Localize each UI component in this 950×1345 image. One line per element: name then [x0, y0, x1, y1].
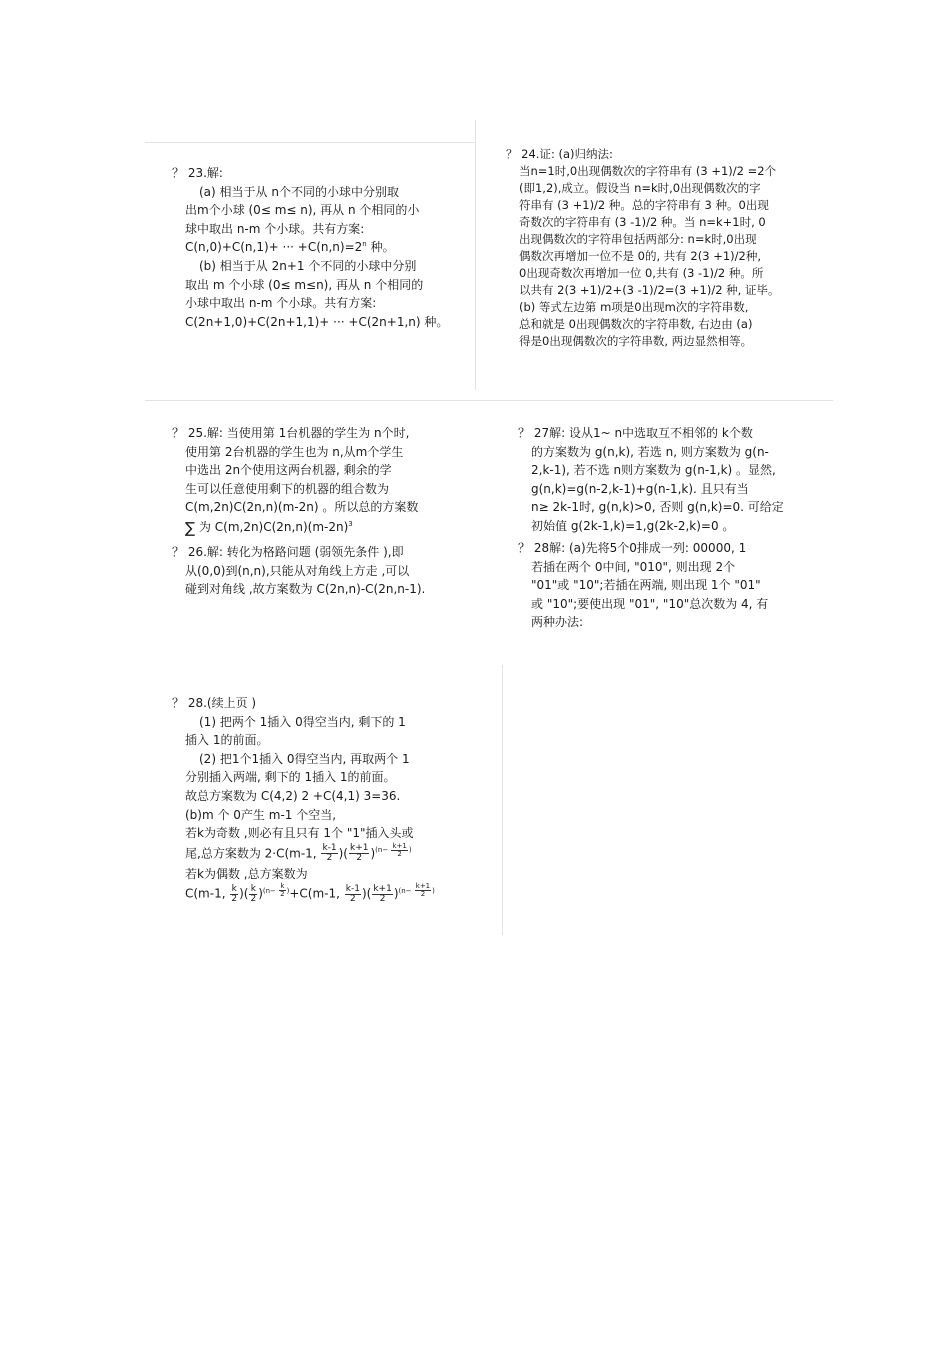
q28b-title: ？ 28.(续上页 )	[172, 696, 257, 710]
vertical-rule-top	[475, 120, 476, 390]
q24-line-7: 0出现奇数次再增加一位 0,共有 (3 -1)/2 种。所	[519, 266, 764, 280]
q28b-line-2: 插入 1的前面。	[185, 733, 269, 748]
q25-line-3: 生可以任意使用剩下的机器的组合数为	[185, 481, 390, 496]
q27-line-1: 的方案数为 g(n,k), 若选 n, 则方案数为 g(n-	[531, 444, 769, 459]
q25-line-4: C(m,2n)C(2n,n)(m-2n) 。所以总的方案数	[185, 500, 419, 515]
q23-line-1: (a) 相当于从 n个不同的小球中分别取	[199, 184, 399, 199]
q28b-line-3: (2) 把1个1插入 0得空当内, 再取两个 1	[199, 751, 410, 766]
fraction: $\frac{k+1}{2}$	[373, 883, 392, 904]
q25-line-5: ∑ 为 $C(m,2n)C(2n,n)(m-2n)^3$	[185, 518, 353, 537]
q23-line-8: C(2n+1,0)+C(2n+1,1)+ ··· +C(2n+1,n) 种。	[185, 314, 449, 329]
q28b-line-5: 故总方案数为 C(4,2) 2 +C(4,1) 3=36.	[185, 788, 401, 803]
answer-28-continued	[172, 694, 435, 907]
q28-line-1: 若插在两个 0中间, "010", 则出现 2个	[531, 559, 736, 574]
q28-line-3: 或 "10";要使出现 "01", "10"总次数为 4, 有	[531, 596, 769, 611]
fraction: $\frac{k}{2}$	[250, 883, 257, 904]
q24-line-4: 奇数次的字符串有 (3 -1)/2 种。当 n=k+1时, 0	[519, 215, 766, 229]
q24-title: ？ 24.证: (a)归纳法:	[506, 147, 613, 161]
q25-line-1: 使用第 2台机器的学生也为 n,从m个学生	[185, 444, 404, 459]
q28b-line-9: 若k为偶数 ,总方案数为	[185, 866, 308, 881]
q27-line-3: g(n,k)=g(n-2,k-1)+g(n-1,k). 且只有当	[531, 481, 749, 496]
q23-line-7: 小球中取出 n-m 个小球。共有方案:	[185, 296, 377, 311]
q23-title: ？ 23.解:	[172, 166, 223, 180]
top-rule-left	[145, 142, 475, 143]
answer-23	[172, 164, 448, 331]
q24-line-9: (b) 等式左边第 m项是0出现m次的字符串数,	[519, 300, 749, 314]
q24-line-3: 符串有 (3 +1)/2 种。总的字符串有 3 种。0出现	[519, 198, 769, 212]
q28-title: ？ 28解: (a)先将5个0排成一列: 00000, 1	[518, 541, 747, 555]
answer-28	[518, 539, 768, 632]
q28-line-2: "01"或 "10";若插在两端, 则出现 1个 "01"	[531, 578, 761, 593]
q26-title: ？ 26.解: 转化为格路问题 (弱领先条件 ),即	[172, 545, 404, 559]
q28b-line-6: (b)m 个 0产生 m-1 个空当,	[185, 807, 337, 822]
q23-line-3: 球中取出 n-m 个小球。共有方案:	[185, 221, 365, 236]
q28b-line-7: 若k为奇数 ,则必有且只有 1个 "1"插入头或	[185, 826, 414, 841]
q27-title: ？ 27解: 设从1~ n中选取互不相邻的 k个数	[518, 426, 753, 440]
q27-line-4: n≥ 2k-1时, g(n,k)>0, 否则 g(n,k)=0. 可给定	[531, 500, 784, 515]
q24-line-1: 当n=1时,0出现偶数次的字符串有 (3 +1)/2 =2个	[519, 164, 777, 178]
q23-line-6: 取出 m 个小球 (0≤ m≤n), 再从 n 个相同的	[185, 277, 424, 292]
q28b-line-8: 尾,总方案数为 2·C(m-1, $\frac{k-1}{2}$ )( $\frac{k+1}{2}$ )$^{(n- \frac{k+1}{2} )}$	[185, 841, 412, 864]
q28b-line-10: C(m-1, $\frac{k}{2}$ )( $\frac{k}{2}$ )$^{(n- \frac{k}{2} )}$+C(m-1, $\frac{k-1}{2}$ )( $\frac{k+1}{2}$ )$^{(n- \frac{k+1}{2} )}$	[185, 882, 435, 904]
answer-25	[172, 424, 418, 536]
answer-24	[506, 146, 780, 350]
q23-line-2: 出m个小球 (0≤ m≤ n), 再从 n 个相同的小	[185, 203, 420, 218]
q25-title: ？ 25.解: 当使用第 1台机器的学生为 n个时,	[172, 426, 410, 440]
q27-line-2: 2,k-1), 若不选 n则方案数为 g(n-1,k) 。显然,	[531, 463, 776, 478]
fraction: $\frac{k-1}{2}$	[322, 843, 337, 864]
fraction: $\frac{k-1}{2}$	[345, 883, 360, 904]
q24-line-11: 得是0出现偶数次的字符串数, 两边显然相等。	[519, 334, 753, 348]
q24-line-6: 偶数次再增加一位不是 0的, 共有 2(3 +1)/2种,	[519, 249, 761, 263]
q27-line-5: 初始值 g(2k-1,k)=1,g(2k-2,k)=0 。	[531, 518, 735, 533]
q26-line-2: 碰到对角线 ,故方案数为 C(2n,n)-C(2n,n-1).	[185, 582, 426, 597]
q28-line-4: 两种办法:	[531, 615, 584, 630]
answer-27	[518, 424, 784, 536]
fraction: $\frac{k}{2}$	[231, 883, 238, 904]
vertical-rule-bottom	[502, 665, 503, 935]
q24-line-8: 以共有 2(3 +1)/2+(3 -1)/2=(3 +1)/2 种, 证毕。	[519, 283, 780, 297]
q23-line-4: C(n,0)+C(n,1)+ ··· $+C(n,n)=2^n$ 种。	[185, 240, 395, 255]
fraction: $\frac{k+1}{2}$	[350, 843, 369, 864]
summation-icon: ∑	[185, 518, 196, 537]
answer-26	[172, 543, 425, 599]
q25-line-2: 中选出 2n个使用这两台机器, 剩余的学	[185, 463, 392, 478]
q28b-line-4: 分别插入两端, 剩下的 1插入 1的前面。	[185, 770, 396, 785]
middle-rule	[145, 400, 833, 401]
q24-line-2: (即1,2),成立。假设当 n=k时,0出现偶数次的字	[519, 181, 761, 195]
q23-line-5: (b) 相当于从 2n+1 个不同的小球中分别	[199, 258, 417, 273]
q28b-line-1: (1) 把两个 1插入 0得空当内, 剩下的 1	[199, 714, 406, 729]
q24-line-10: 总和就是 0出现偶数次的字符串数, 右边由 (a)	[519, 317, 753, 331]
q26-line-1: 从(0,0)到(n,n),只能从对角线上方走 ,可以	[185, 563, 410, 578]
q24-line-5: 出现偶数次的字符串包括两部分: n=k时,0出现	[519, 232, 757, 246]
